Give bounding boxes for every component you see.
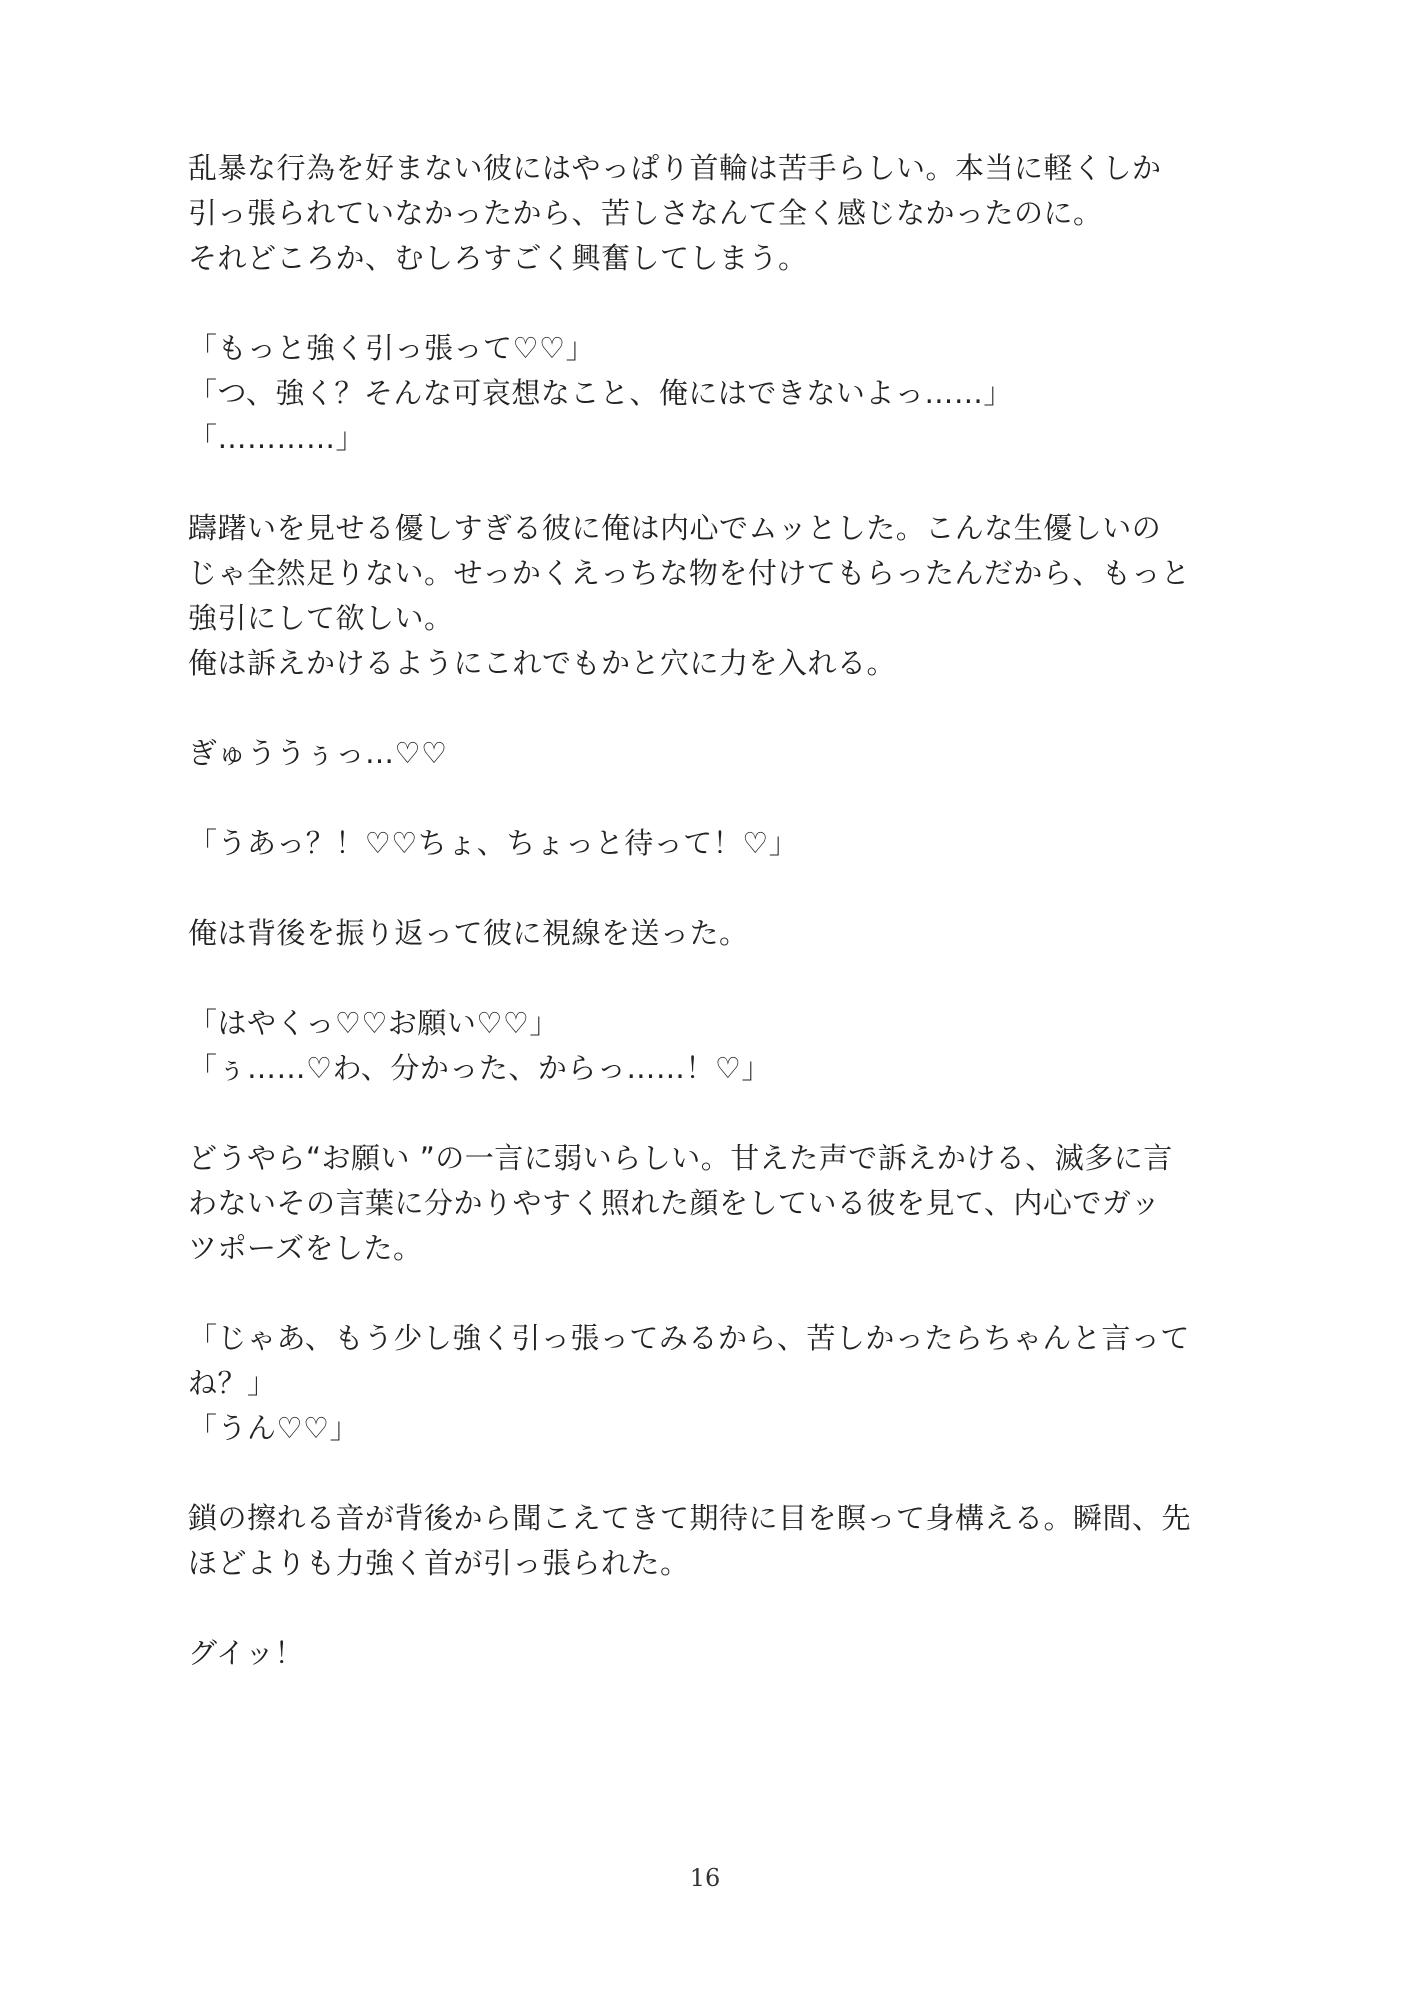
blank-line [188, 461, 1228, 506]
dialogue-line: 「もっと強く引っ張って♡♡」 [188, 331, 595, 365]
text-line: それどころか、むしろすごく興奮してしまう。 [188, 241, 808, 275]
text-line: ほどよりも力強く首が引っ張られた。 [188, 1546, 690, 1580]
text-line: 俺は背後を振り返って彼に視線を送った。 [188, 916, 749, 950]
blank-line [188, 1091, 1228, 1136]
dialogue-line: 「つ、強く？そんな可哀想なこと、俺にはできないよっ……」 [188, 376, 1013, 410]
blank-line [188, 1586, 1228, 1631]
blank-line [188, 956, 1228, 1001]
blank-line [188, 1451, 1228, 1496]
dialogue-line: 「じゃあ、もう少し強く引っ張ってみるから、苦しかったらちゃんと言って [188, 1321, 1190, 1355]
blank-line [188, 866, 1228, 911]
blank-line [188, 1271, 1228, 1316]
dialogue-line: ね？」 [188, 1366, 277, 1400]
sound-effect-line: ぎゅううぅっ…♡♡ [188, 736, 448, 770]
blank-line [188, 281, 1228, 326]
text-line: じゃ全然足りない。せっかくえっちな物を付けてもらったんだから、もっと [188, 556, 1191, 590]
dialogue-line: 「ぅ……♡わ、分かった、からっ……！♡」 [188, 1051, 771, 1085]
dialogue-line: 「はやくっ♡♡お願い♡♡」 [188, 1006, 559, 1040]
body-text [188, 146, 1228, 1676]
text-line: 躊躇いを見せる優しすぎる彼に俺は内心でムッとした。こんな生優しいの [188, 511, 1162, 545]
text-line: 鎖の擦れる音が背後から聞こえてきて期待に目を瞑って身構える。瞬間、先 [188, 1501, 1192, 1535]
text-line: 引っ張られていなかったから、苦しさなんて全く感じなかったのに。 [188, 196, 1103, 230]
dialogue-line: 「うあっ？！♡♡ちょ、ちょっと待って！♡」 [188, 826, 799, 860]
sound-effect-line: グイッ！ [188, 1636, 304, 1670]
text-line: どうやら“お願い ”の一言に弱いらしい。甘えた声で訴えかける、滅多に言 [188, 1141, 1173, 1175]
text-line: 乱暴な行為を好まない彼にはやっぱり首輪は苦手らしい。本当に軽くしか [188, 151, 1162, 185]
page-number: 16 [689, 1864, 721, 1892]
text-line: ツポーズをした。 [188, 1231, 423, 1265]
blank-line [188, 686, 1228, 731]
text-line: わないその言葉に分かりやすく照れた顔をしている彼を見て、内心でガッ [188, 1186, 1161, 1220]
dialogue-line: 「…………」 [188, 421, 366, 455]
text-line: 強引にして欲しい。 [188, 601, 454, 635]
blank-line [188, 776, 1228, 821]
text-line: 俺は訴えかけるようにこれでもかと穴に力を入れる。 [188, 646, 897, 680]
dialogue-line: 「うん♡♡」 [188, 1411, 359, 1445]
